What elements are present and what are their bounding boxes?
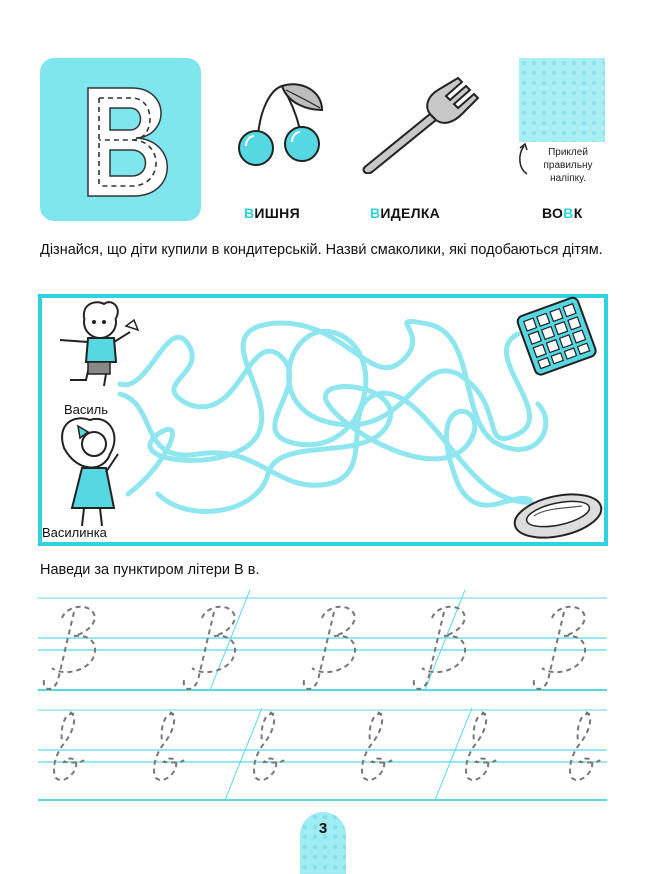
task2-text: Наведи за пунктиром літери В в.: [40, 562, 260, 578]
word-vyshnia: ВИШНЯ: [244, 205, 300, 221]
sticker-note: Приклей правильну наліпку.: [543, 147, 593, 184]
fork-icon: [358, 74, 483, 174]
capital-b-traces: [44, 607, 585, 689]
letter-card: [40, 58, 201, 221]
word-vydelka: ВИДЕЛКА: [370, 205, 441, 221]
small-b-traces: [54, 712, 600, 780]
maze-frame: [38, 294, 608, 546]
page-number: 3: [318, 820, 328, 837]
writing-practice: [0, 590, 645, 810]
child-name-vasylynka: Василинка: [42, 525, 107, 540]
cherry-icon: [230, 80, 330, 170]
word-vovk: ВОВК: [542, 205, 583, 221]
sticker-placeholder[interactable]: [519, 58, 605, 142]
child-name-vasyl: Василь: [64, 402, 109, 417]
big-letter-v: [40, 58, 201, 221]
task1-text: Дізнайся, що діти купили в кондитерській. Назви́ смаколики, які подобаються дітям.: [40, 242, 603, 258]
